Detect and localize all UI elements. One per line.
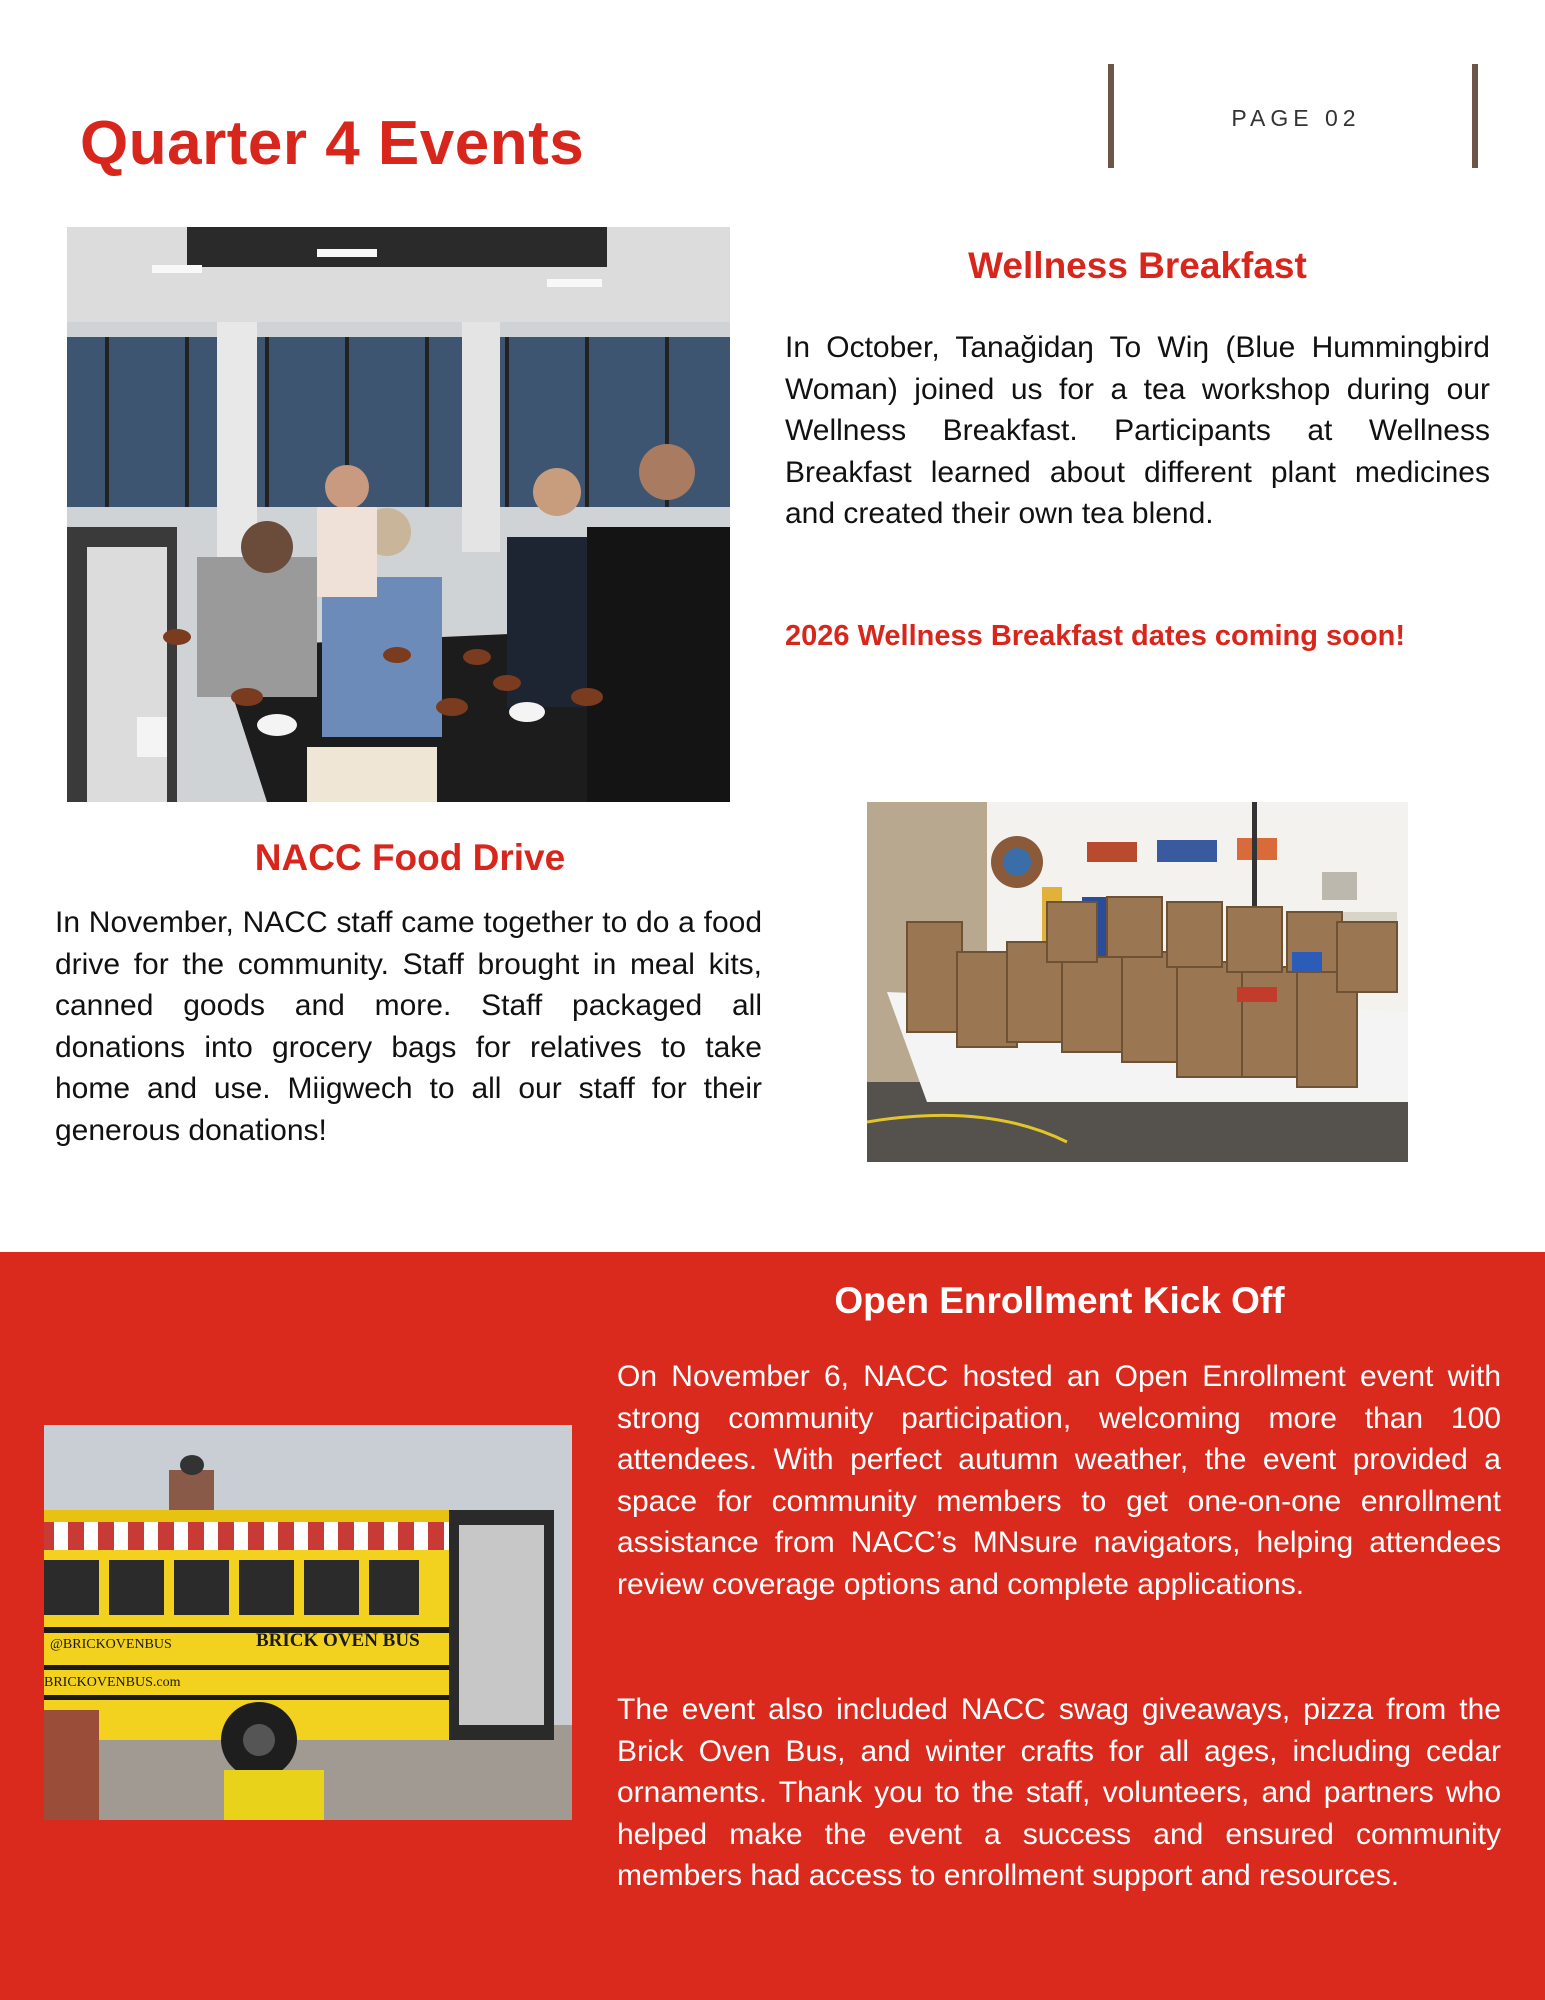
- food-drive-heading: NACC Food Drive: [254, 837, 566, 878]
- wellness-breakfast-heading: Wellness Breakfast: [968, 245, 1307, 286]
- food-drive-photo: [867, 802, 1408, 1162]
- open-enrollment-paragraph-1: On November 6, NACC hosted an Open Enrollment event with strong community participation, welcoming more than 100 attendees. With perfect autumn weather, the event provided a space for community members to get one-on-one enrollment assistance from NACC’s MNsure navigators, helping attendees review coverage options and complete applications.: [617, 1360, 1501, 1601]
- header-divider-right: [1472, 64, 1478, 168]
- bus-side-sign: BRICK OVEN BUS: [256, 1630, 420, 1651]
- bus-website: BRICKOVENBUS.com: [44, 1675, 181, 1690]
- wellness-breakfast-photo: [67, 227, 730, 802]
- page-number: PAGE 02: [1231, 105, 1361, 131]
- wellness-dates-announcement: 2026 Wellness Breakfast dates coming soon!: [785, 620, 1405, 652]
- bus-social-handle: @BRICKOVENBUS: [50, 1637, 172, 1652]
- open-enrollment-paragraph-2: The event also included NACC swag giveaways, pizza from the Brick Oven Bus, and winter crafts for all ages, including cedar ornaments. Thank you to the staff, volunteers, and partners who helped make the event a success and ensured community members had access to enrollment support and resources.: [617, 1693, 1501, 1893]
- brick-oven-bus-photo: [44, 1425, 572, 1820]
- open-enrollment-heading: Open Enrollment Kick Off: [834, 1280, 1285, 1321]
- page-title: Quarter 4 Events: [80, 109, 585, 178]
- wellness-breakfast-body: In October, Tanağidaŋ To Wiŋ (Blue Hummingbird Woman) joined us for a tea workshop during our Wellness Breakfast. Participants at Wellness Breakfast learned about different plant medicines and created their own tea blend.: [785, 331, 1490, 531]
- food-drive-body: In November, NACC staff came together to do a food drive for the community. Staff brought in meal kits, canned goods and more. Staff packaged all donations into grocery bags for relatives to take home and use. Miigwech to all our staff for their generous donations!: [55, 906, 762, 1147]
